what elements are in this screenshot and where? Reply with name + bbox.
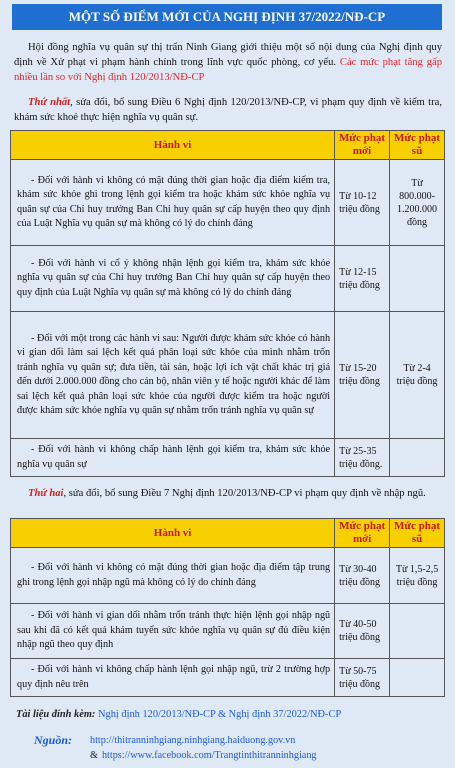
- table-header-row: [11, 131, 445, 160]
- section2-text: , sửa đổi, bổ sung Điều 7 Nghị định 120/2013/NĐ-CP vi phạm quy định về nhập ngũ.: [63, 488, 426, 499]
- row-old-fine: [390, 604, 445, 659]
- row-act: - Đối với một trong các hành vi sau: Người được khám sức khỏe có hành vi gian dối làm sai lệch kết quả phân loại sức khỏe của mình nhằm trốn tránh nghĩa vụ quân sự; đưa tiền, tài sản, hoặc lợi ích vật chất khác trị giá đến dưới 2.000.000 đồng cho cán bộ, nhân viên y tế hoặc người khác để làm sai lệch kết quả phân loại sức khỏe của người được kiểm tra hoặc người được khám sức khỏe nghĩa vụ quân sự nhằm trốn tránh nghĩa vụ quân sự: [11, 312, 335, 439]
- section2-heading: [14, 486, 442, 501]
- row-act: - Đối với hành vi không chấp hành lệnh gọi kiểm tra, khám sức khỏe nghĩa vụ quân sự: [11, 439, 335, 477]
- row-old-fine: [390, 659, 445, 697]
- table-row: [11, 659, 445, 697]
- page-title: MỘT SỐ ĐIỂM MỚI CỦA NGHỊ ĐỊNH 37/2022/NĐ-CP: [12, 4, 442, 30]
- row-act: - Đối với hành vi gian dối nhằm trốn tránh thực hiện lệnh gọi nhập ngũ sau khi đã có kết quả khám tuyển sức khỏe nghĩa vụ quân sự đủ điều kiện nhập ngũ theo quy định: [11, 604, 335, 659]
- row-new-fine: Từ 50-75 triệu đồng: [335, 659, 390, 697]
- row-new-fine: Từ 25-35 triệu đồng.: [335, 439, 390, 477]
- section2-table: [10, 518, 445, 697]
- table-row: [11, 246, 445, 312]
- intro-paragraph: [14, 40, 442, 85]
- section1-text: , sửa đổi, bổ sung Điều 6 Nghị định 120/2013/NĐ-CP, vi phạm quy định về kiểm tra, khám sức khoẻ thực hiện nghĩa vụ quân sự.: [14, 97, 442, 123]
- table-row: [11, 439, 445, 477]
- row-act: - Đối với hành vi cố ý không nhận lệnh gọi kiểm tra, khám sức khỏe nghĩa vụ quân sự của Chỉ huy trưởng Ban Chỉ huy quân sự cấp huyện theo quy định của Luật Nghĩa vụ quân sự mà không có lý do chính đáng: [11, 246, 335, 312]
- row-act: - Đối với hành vi không chấp hành lệnh gọi nhập ngũ, trừ 2 trường hợp quy định nêu trên: [11, 659, 335, 697]
- row-new-fine: Từ 30-40 triệu đồng: [335, 548, 390, 604]
- table-row: [11, 548, 445, 604]
- row-act: - Đối với hành vi không có mặt đúng thời gian hoặc địa điểm tập trung ghi trong lệnh gọi nhập ngũ mà không có lý do chính đáng: [11, 548, 335, 604]
- attachments-link[interactable]: Nghị định 120/2013/NĐ-CP & Nghị định 37/2022/NĐ-CP: [98, 709, 342, 720]
- row-new-fine: Từ 15-20 triệu đồng: [335, 312, 390, 439]
- header-act: Hành vi: [11, 519, 335, 548]
- row-new-fine: Từ 40-50 triệu đồng: [335, 604, 390, 659]
- row-new-fine: Từ 12-15 triệu đồng: [335, 246, 390, 312]
- header-old: Mức phạt sũ: [390, 519, 445, 548]
- attachments-label: Tài liệu đính kèm:: [16, 709, 96, 720]
- table-header-row: [11, 519, 445, 548]
- source-label: Nguồn:: [34, 733, 73, 747]
- table-row: [11, 160, 445, 246]
- row-act: - Đối với hành vi không có mặt đúng thời gian hoặc địa điểm kiểm tra, khám sức khỏe ghi trong lệnh gọi kiểm tra hoặc khám sức khỏe nghĩa vụ quân sự của Chỉ huy trưởng Ban Chỉ huy quân sự cấp huyện theo quy định của Luật Nghĩa vụ quân sự mà không có lý do chính đáng: [11, 160, 335, 246]
- row-old-fine: [390, 439, 445, 477]
- row-old-fine: Từ 800.000-1.200.000 đồng: [390, 160, 445, 246]
- source-url1[interactable]: http://thitranninhgiang.ninhgiang.haiduong.gov.vn: [90, 735, 296, 746]
- row-old-fine: Từ 2-4 triệu đồng: [390, 312, 445, 439]
- source-link-facebook[interactable]: [90, 750, 317, 761]
- intro-text: Hội đồng nghĩa vụ quân sự thị trấn Ninh Giang giới thiệu một số nội dung của Nghị định quy định về Xử phạt vi phạm hành chính trong lĩnh vực quốc phòng, cơ yếu.: [14, 42, 442, 68]
- header-new: Mức phạt mới: [335, 519, 390, 548]
- header-new: Mức phạt mới: [335, 131, 390, 160]
- section2-lead: Thứ hai: [28, 488, 64, 499]
- table-row: [11, 604, 445, 659]
- section1-lead: Thứ nhất: [28, 97, 71, 108]
- section1-heading: [14, 95, 442, 125]
- row-new-fine: Từ 10-12 triệu đồng: [335, 160, 390, 246]
- row-old-fine: [390, 246, 445, 312]
- intro-highlight: Các mức phạt tăng gấp nhiều lần so với Nghị định 120/2013/NĐ-CP: [14, 57, 442, 83]
- source-ampersand: &: [90, 750, 98, 761]
- table-row: [11, 312, 445, 439]
- attachments-line: [16, 709, 341, 720]
- section1-table: [10, 130, 445, 477]
- source-link-website[interactable]: [90, 735, 295, 746]
- row-old-fine: Từ 1,5-2,5 triệu đồng: [390, 548, 445, 604]
- header-act: Hành vi: [11, 131, 335, 160]
- header-old: Mức phạt sũ: [390, 131, 445, 160]
- source-url2[interactable]: https://www.facebook.com/Trangtinthitranninhgiang: [101, 750, 317, 761]
